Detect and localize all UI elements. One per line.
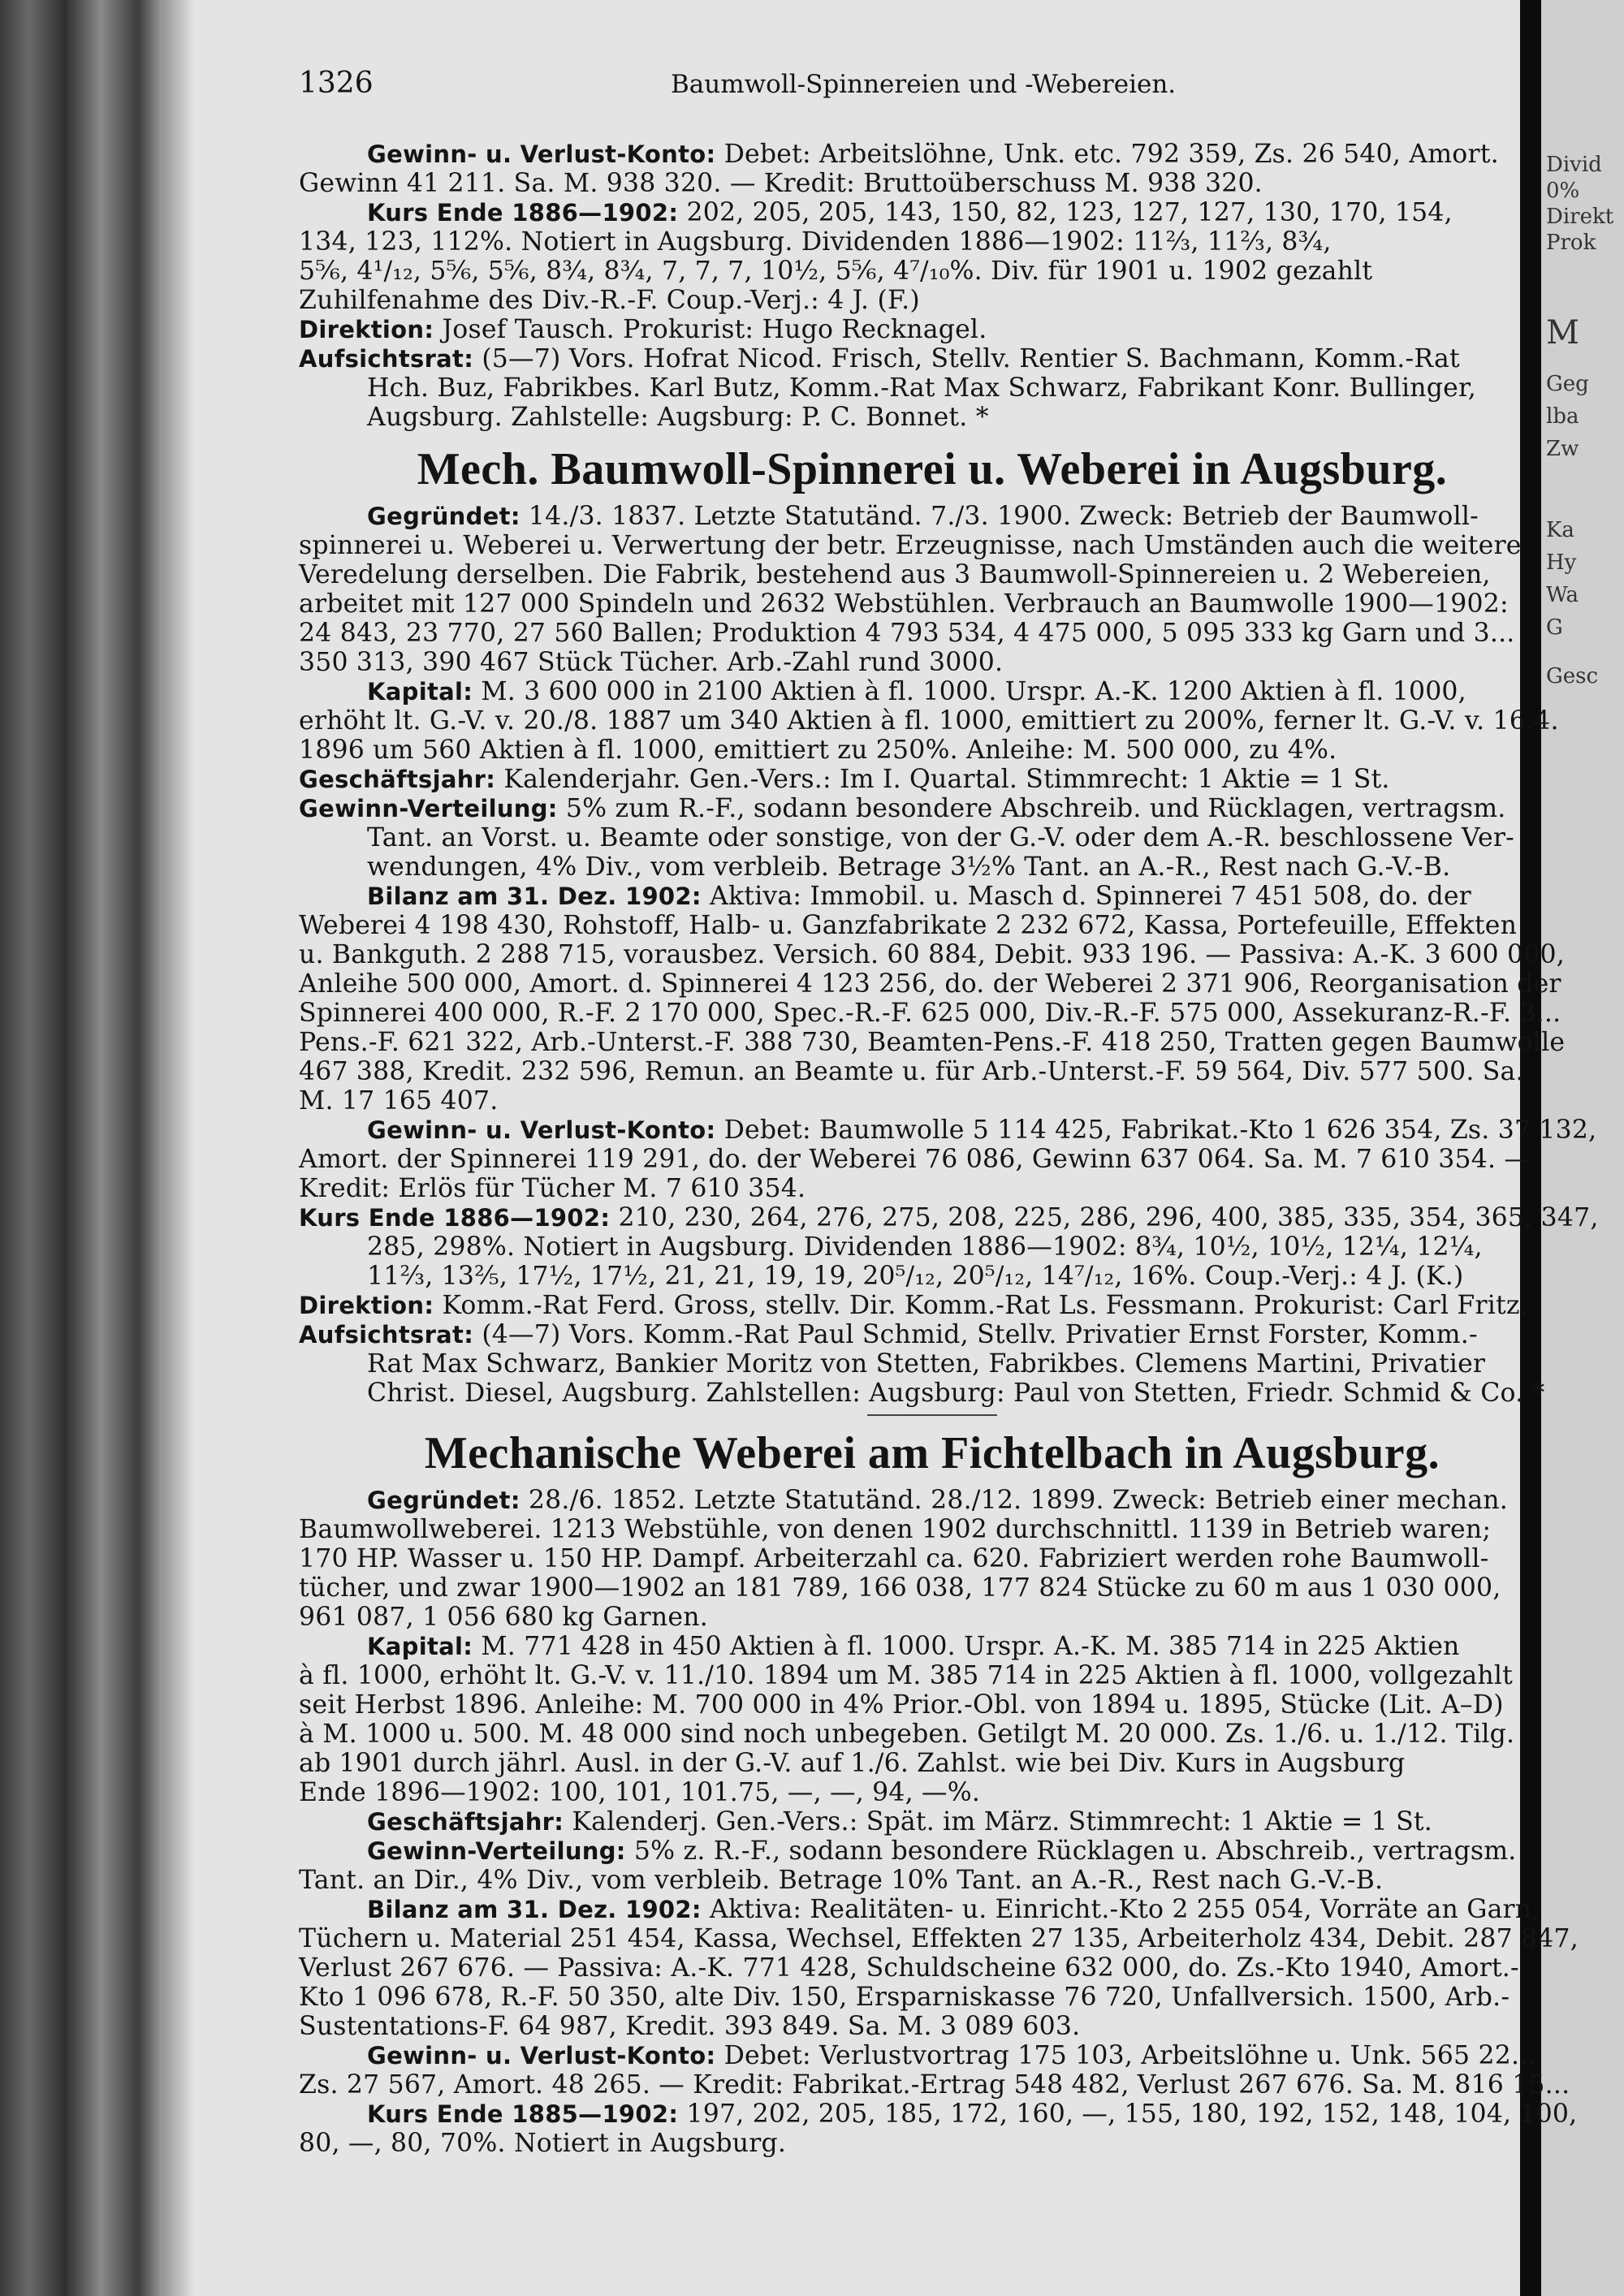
adjacent-fragment: Hy xyxy=(1546,550,1577,575)
text-line: Christ. Diesel, Augsburg. Zahlstellen: Augsburg: Paul von Stetten, Friedr. Schmid & Co. * xyxy=(367,1379,1545,1408)
adjacent-fragment: 0% xyxy=(1546,179,1580,203)
text-line: 1896 um 560 Aktien à fl. 1000, emittiert zu 250%. Anleihe: M. 500 000, zu 4%. xyxy=(299,736,1337,765)
text-line: Tant. an Vorst. u. Beamte oder sonstige, von der G.-V. oder dem A.-R. beschlossene Ver- xyxy=(367,823,1514,852)
text-line: u. Bankguth. 2 288 715, vorausbez. Versich. 60 884, Debit. 933 196. — Passiva: A.-K. 3 600 000, xyxy=(299,940,1565,969)
text-line: 961 087, 1 056 680 kg Garnen. xyxy=(299,1603,708,1632)
text-line: Kurs Ende 1886—1902: 202, 205, 205, 143, 150, 82, 123, 127, 127, 130, 170, 154, xyxy=(367,198,1453,227)
text-line: Direktion: Josef Tausch. Prokurist: Hugo Recknagel. xyxy=(299,315,987,344)
text-line: Hch. Buz, Fabrikbes. Karl Butz, Komm.-Rat Max Schwarz, Fabrikant Konr. Bullinger, xyxy=(367,373,1476,403)
text-line: 80, —, 80, 70%. Notiert in Augsburg. xyxy=(299,2129,787,2158)
text-line: Baumwollweberei. 1213 Webstühle, von denen 1902 durchschnittl. 1139 in Betrieb waren; xyxy=(299,1515,1492,1544)
text-line: 285, 298%. Notiert in Augsburg. Dividenden 1886—1902: 8¾, 10½, 10½, 12¼, 12¼, xyxy=(367,1232,1483,1262)
text-line: spinnerei u. Weberei u. Verwertung der betr. Erzeugnisse, nach Umständen auch die weitere xyxy=(299,531,1522,560)
text-line: Gegründet: 14./3. 1837. Letzte Statutänd. 7./3. 1900. Zweck: Betrieb der Baumwoll- xyxy=(367,502,1479,531)
text-line: Aufsichtsrat: (4—7) Vors. Komm.-Rat Paul Schmid, Stellv. Privatier Ernst Forster, Komm.- xyxy=(299,1320,1478,1349)
text-line: Veredelung derselben. Die Fabrik, bestehend aus 3 Baumwoll-Spinnereien u. 2 Webereien, xyxy=(299,560,1491,589)
text-line: Gewinn-Verteilung: 5% z. R.-F., sodann besondere Rücklagen u. Abschreib., vertragsm. xyxy=(367,1836,1517,1866)
text-line: Kurs Ende 1886—1902: 210, 230, 264, 276, 275, 208, 225, 286, 296, 400, 385, 335, 354, 365, 347, xyxy=(299,1203,1599,1232)
section-previous-company xyxy=(299,140,1566,432)
text-line: Spinnerei 400 000, R.-F. 2 170 000, Spec.-R.-F. 625 000, Div.-R.-F. 575 000, Assekuranz-R.-F. 3... xyxy=(299,999,1561,1028)
adjacent-fragment: Wa xyxy=(1546,583,1579,607)
text-line: Direktion: Komm.-Rat Ferd. Gross, stellv. Dir. Komm.-Rat Ls. Fessmann. Prokurist: Carl Fritz. xyxy=(299,1291,1528,1320)
text-line: Gegründet: 28./6. 1852. Letzte Statutänd. 28./12. 1899. Zweck: Betrieb einer mechan. xyxy=(367,1486,1508,1515)
text-line: seit Herbst 1896. Anleihe: M. 700 000 in 4% Prior.-Obl. von 1894 u. 1895, Stücke (Lit. A–D) xyxy=(299,1690,1504,1720)
text-line: Pens.-F. 621 322, Arb.-Unterst.-F. 388 730, Beamten-Pens.-F. 418 250, Tratten gegen Baumwolle xyxy=(299,1028,1566,1057)
text-line: wendungen, 4% Div., vom verbleib. Betrage 3½% Tant. an A.-R., Rest nach G.-V.-B. xyxy=(367,852,1451,882)
text-line: 467 388, Kredit. 232 596, Remun. an Beamte u. für Arb.-Unterst.-F. 59 564, Div. 577 500. Sa. xyxy=(299,1057,1524,1086)
adjacent-fragment: Prok xyxy=(1546,231,1596,255)
text-line: à fl. 1000, erhöht lt. G.-V. v. 11./10. 1894 um M. 385 714 in 225 Aktien à fl. 1000, vollgezahlt xyxy=(299,1661,1513,1690)
text-line: Zs. 27 567, Amort. 48 265. — Kredit: Fabrikat.-Ertrag 548 482, Verlust 267 676. Sa. M. 816 15... xyxy=(299,2070,1570,2100)
text-line: M. 17 165 407. xyxy=(299,1086,499,1116)
text-line: 170 HP. Wasser u. 150 HP. Dampf. Arbeiterzahl ca. 620. Fabriziert werden rohe Baumwoll- xyxy=(299,1544,1489,1573)
section-divider xyxy=(867,1414,997,1416)
text-line: Kto 1 096 678, R.-F. 50 350, alte Div. 150, Ersparniskasse 76 720, Unfallversich. 1500, Arb.- xyxy=(299,1983,1510,2012)
text-line: Sustentations-F. 64 987, Kredit. 393 849. Sa. M. 3 089 603. xyxy=(299,2012,1081,2041)
adjacent-fragment: Direkt xyxy=(1546,205,1614,229)
text-line: Bilanz am 31. Dez. 1902: Aktiva: Immobil. u. Masch d. Spinnerei 7 451 508, do. der xyxy=(367,882,1471,911)
text-line: Kredit: Erlös für Tücher M. 7 610 354. xyxy=(299,1174,806,1203)
text-line: 11⅔, 13⅖, 17½, 17½, 21, 21, 19, 19, 20⁵/₁₂, 20⁵/₁₂, 14⁷/₁₂, 16%. Coup.-Verj.: 4 J. (K.) xyxy=(367,1262,1464,1291)
text-line: Verlust 267 676. — Passiva: A.-K. 771 428, Schuldscheine 632 000, do. Zs.-Kto 1940, Amort.- xyxy=(299,1953,1519,1983)
adjacent-fragment: Divid xyxy=(1546,153,1602,177)
text-line: Zuhilfenahme des Div.-R.-F. Coup.-Verj.: 4 J. (F.) xyxy=(299,286,920,315)
company-heading: Mechanische Weberei am Fichtelbach in Augsburg. xyxy=(424,1428,1440,1478)
text-line: Aufsichtsrat: (5—7) Vors. Hofrat Nicod. Frisch, Stellv. Rentier S. Bachmann, Komm.-Rat xyxy=(299,344,1460,373)
text-line: à M. 1000 u. 500. M. 48 000 sind noch unbegeben. Getilgt M. 20 000. Zs. 1./6. u. 1./12. Tilg. xyxy=(299,1720,1515,1749)
text-line: Gewinn- u. Verlust-Konto: Debet: Verlustvortrag 175 103, Arbeitslöhne u. Unk. 565 22... xyxy=(367,2041,1536,2070)
text-line: Kapital: M. 771 428 in 450 Aktien à fl. 1000. Urspr. A.-K. M. 385 714 in 225 Aktien xyxy=(367,1632,1460,1661)
text-line: Weberei 4 198 430, Rohstoff, Halb- u. Ganzfabrikate 2 232 672, Kassa, Portefeuille, Effekten xyxy=(299,911,1518,940)
text-line: 24 843, 23 770, 27 560 Ballen; Produktion 4 793 534, 4 475 000, 5 095 333 kg Garn und 3... xyxy=(299,619,1515,648)
text-line: ab 1901 durch jährl. Ausl. in der G.-V. auf 1./6. Zahlst. wie bei Div. Kurs in Augsburg xyxy=(299,1749,1406,1778)
section-mech-spinnerei xyxy=(299,440,1599,1416)
text-line: arbeitet mit 127 000 Spindeln und 2632 Webstühlen. Verbrauch an Baumwolle 1900—1902: xyxy=(299,589,1509,619)
text-line: Geschäftsjahr: Kalenderj. Gen.-Vers.: Spät. im März. Stimmrecht: 1 Aktie = 1 St. xyxy=(367,1807,1432,1836)
adjacent-fragment: M xyxy=(1546,314,1579,352)
text-line: Tüchern u. Material 251 454, Kassa, Wechsel, Effekten 27 135, Arbeiterholz 434, Debit. 287 847, xyxy=(299,1924,1579,1953)
page-shadow xyxy=(162,0,195,2296)
text-line: Kurs Ende 1885—1902: 197, 202, 205, 185, 172, 160, —, 155, 180, 192, 152, 148, 104, 100, xyxy=(367,2100,1578,2129)
running-title: Baumwoll-Spinnereien und -Webereien. xyxy=(671,70,1177,99)
adjacent-fragment: lba xyxy=(1546,404,1579,429)
text-line: 5⅚, 4¹/₁₂, 5⅚, 5⅚, 8¾, 8¾, 7, 7, 7, 10½, 5⅚, 4⁷/₁₀%. Div. für 1901 u. 1902 gezahlt xyxy=(299,257,1373,286)
text-line: Amort. der Spinnerei 119 291, do. der Weberei 76 086, Gewinn 637 064. Sa. M. 7 610 354. — xyxy=(299,1145,1531,1174)
text-line: Rat Max Schwarz, Bankier Moritz von Stetten, Fabrikbes. Clemens Martini, Privatier xyxy=(367,1349,1486,1379)
text-line: Gewinn- u. Verlust-Konto: Debet: Arbeitslöhne, Unk. etc. 792 359, Zs. 26 540, Amort. xyxy=(367,140,1499,169)
page-content xyxy=(299,140,1599,2158)
text-line: Gewinn- u. Verlust-Konto: Debet: Baumwolle 5 114 425, Fabrikat.-Kto 1 626 354, Zs. 37 132, xyxy=(367,1116,1597,1145)
text-line: 134, 123, 112%. Notiert in Augsburg. Dividenden 1886—1902: 11⅔, 11⅔, 8¾, xyxy=(299,227,1332,257)
text-line: tücher, und zwar 1900—1902 an 181 789, 166 038, 177 824 Stücke zu 60 m aus 1 030 000, xyxy=(299,1573,1501,1603)
text-line: Tant. an Dir., 4% Div., vom verbleib. Betrage 10% Tant. an A.-R., Rest nach G.-V.-B. xyxy=(299,1866,1384,1895)
text-line: 350 313, 390 467 Stück Tücher. Arb.-Zahl rund 3000. xyxy=(299,648,1004,677)
company-heading: Mech. Baumwoll-Spinnerei u. Weberei in Augsburg. xyxy=(417,444,1448,494)
text-line: Geschäftsjahr: Kalenderjahr. Gen.-Vers.: Im I. Quartal. Stimmrecht: 1 Aktie = 1 St. xyxy=(299,765,1390,794)
text-line: erhöht lt. G.-V. v. 20./8. 1887 um 340 Aktien à fl. 1000, emittiert zu 200%, ferner lt. G.-V. v. 16.4. xyxy=(299,706,1559,736)
text-line: Ende 1896—1902: 100, 101, 101.75, —, —, 94, —%. xyxy=(299,1778,981,1807)
adjacent-fragment: Zw xyxy=(1546,437,1579,461)
text-line: Gewinn 41 211. Sa. M. 938 320. — Kredit: Bruttoüberschuss M. 938 320. xyxy=(299,169,1263,198)
text-line: Anleihe 500 000, Amort. d. Spinnerei 4 123 256, do. der Weberei 2 371 906, Reorganisation der xyxy=(299,969,1561,999)
adjacent-fragment: Gesc xyxy=(1546,664,1599,688)
text-line: Gewinn-Verteilung: 5% zum R.-F., sodann besondere Abschreib. und Rücklagen, vertragsm. xyxy=(299,794,1506,823)
text-line: Kapital: M. 3 600 000 in 2100 Aktien à fl. 1000. Urspr. A.-K. 1200 Aktien à fl. 1000, xyxy=(367,677,1466,706)
adjacent-fragment: Ka xyxy=(1546,518,1574,542)
book-spine xyxy=(0,0,162,2296)
adjacent-fragment: G xyxy=(1546,615,1563,640)
section-fichtelbach xyxy=(299,1424,1579,2158)
running-head xyxy=(299,67,1533,102)
text-line: Bilanz am 31. Dez. 1902: Aktiva: Realitäten- u. Einricht.-Kto 2 255 054, Vorräte an Garn, xyxy=(367,1895,1540,1924)
adjacent-fragment: Geg xyxy=(1546,372,1589,396)
page-number: 1326 xyxy=(299,67,374,100)
text-line: Augsburg. Zahlstelle: Augsburg: P. C. Bonnet. * xyxy=(367,403,989,432)
